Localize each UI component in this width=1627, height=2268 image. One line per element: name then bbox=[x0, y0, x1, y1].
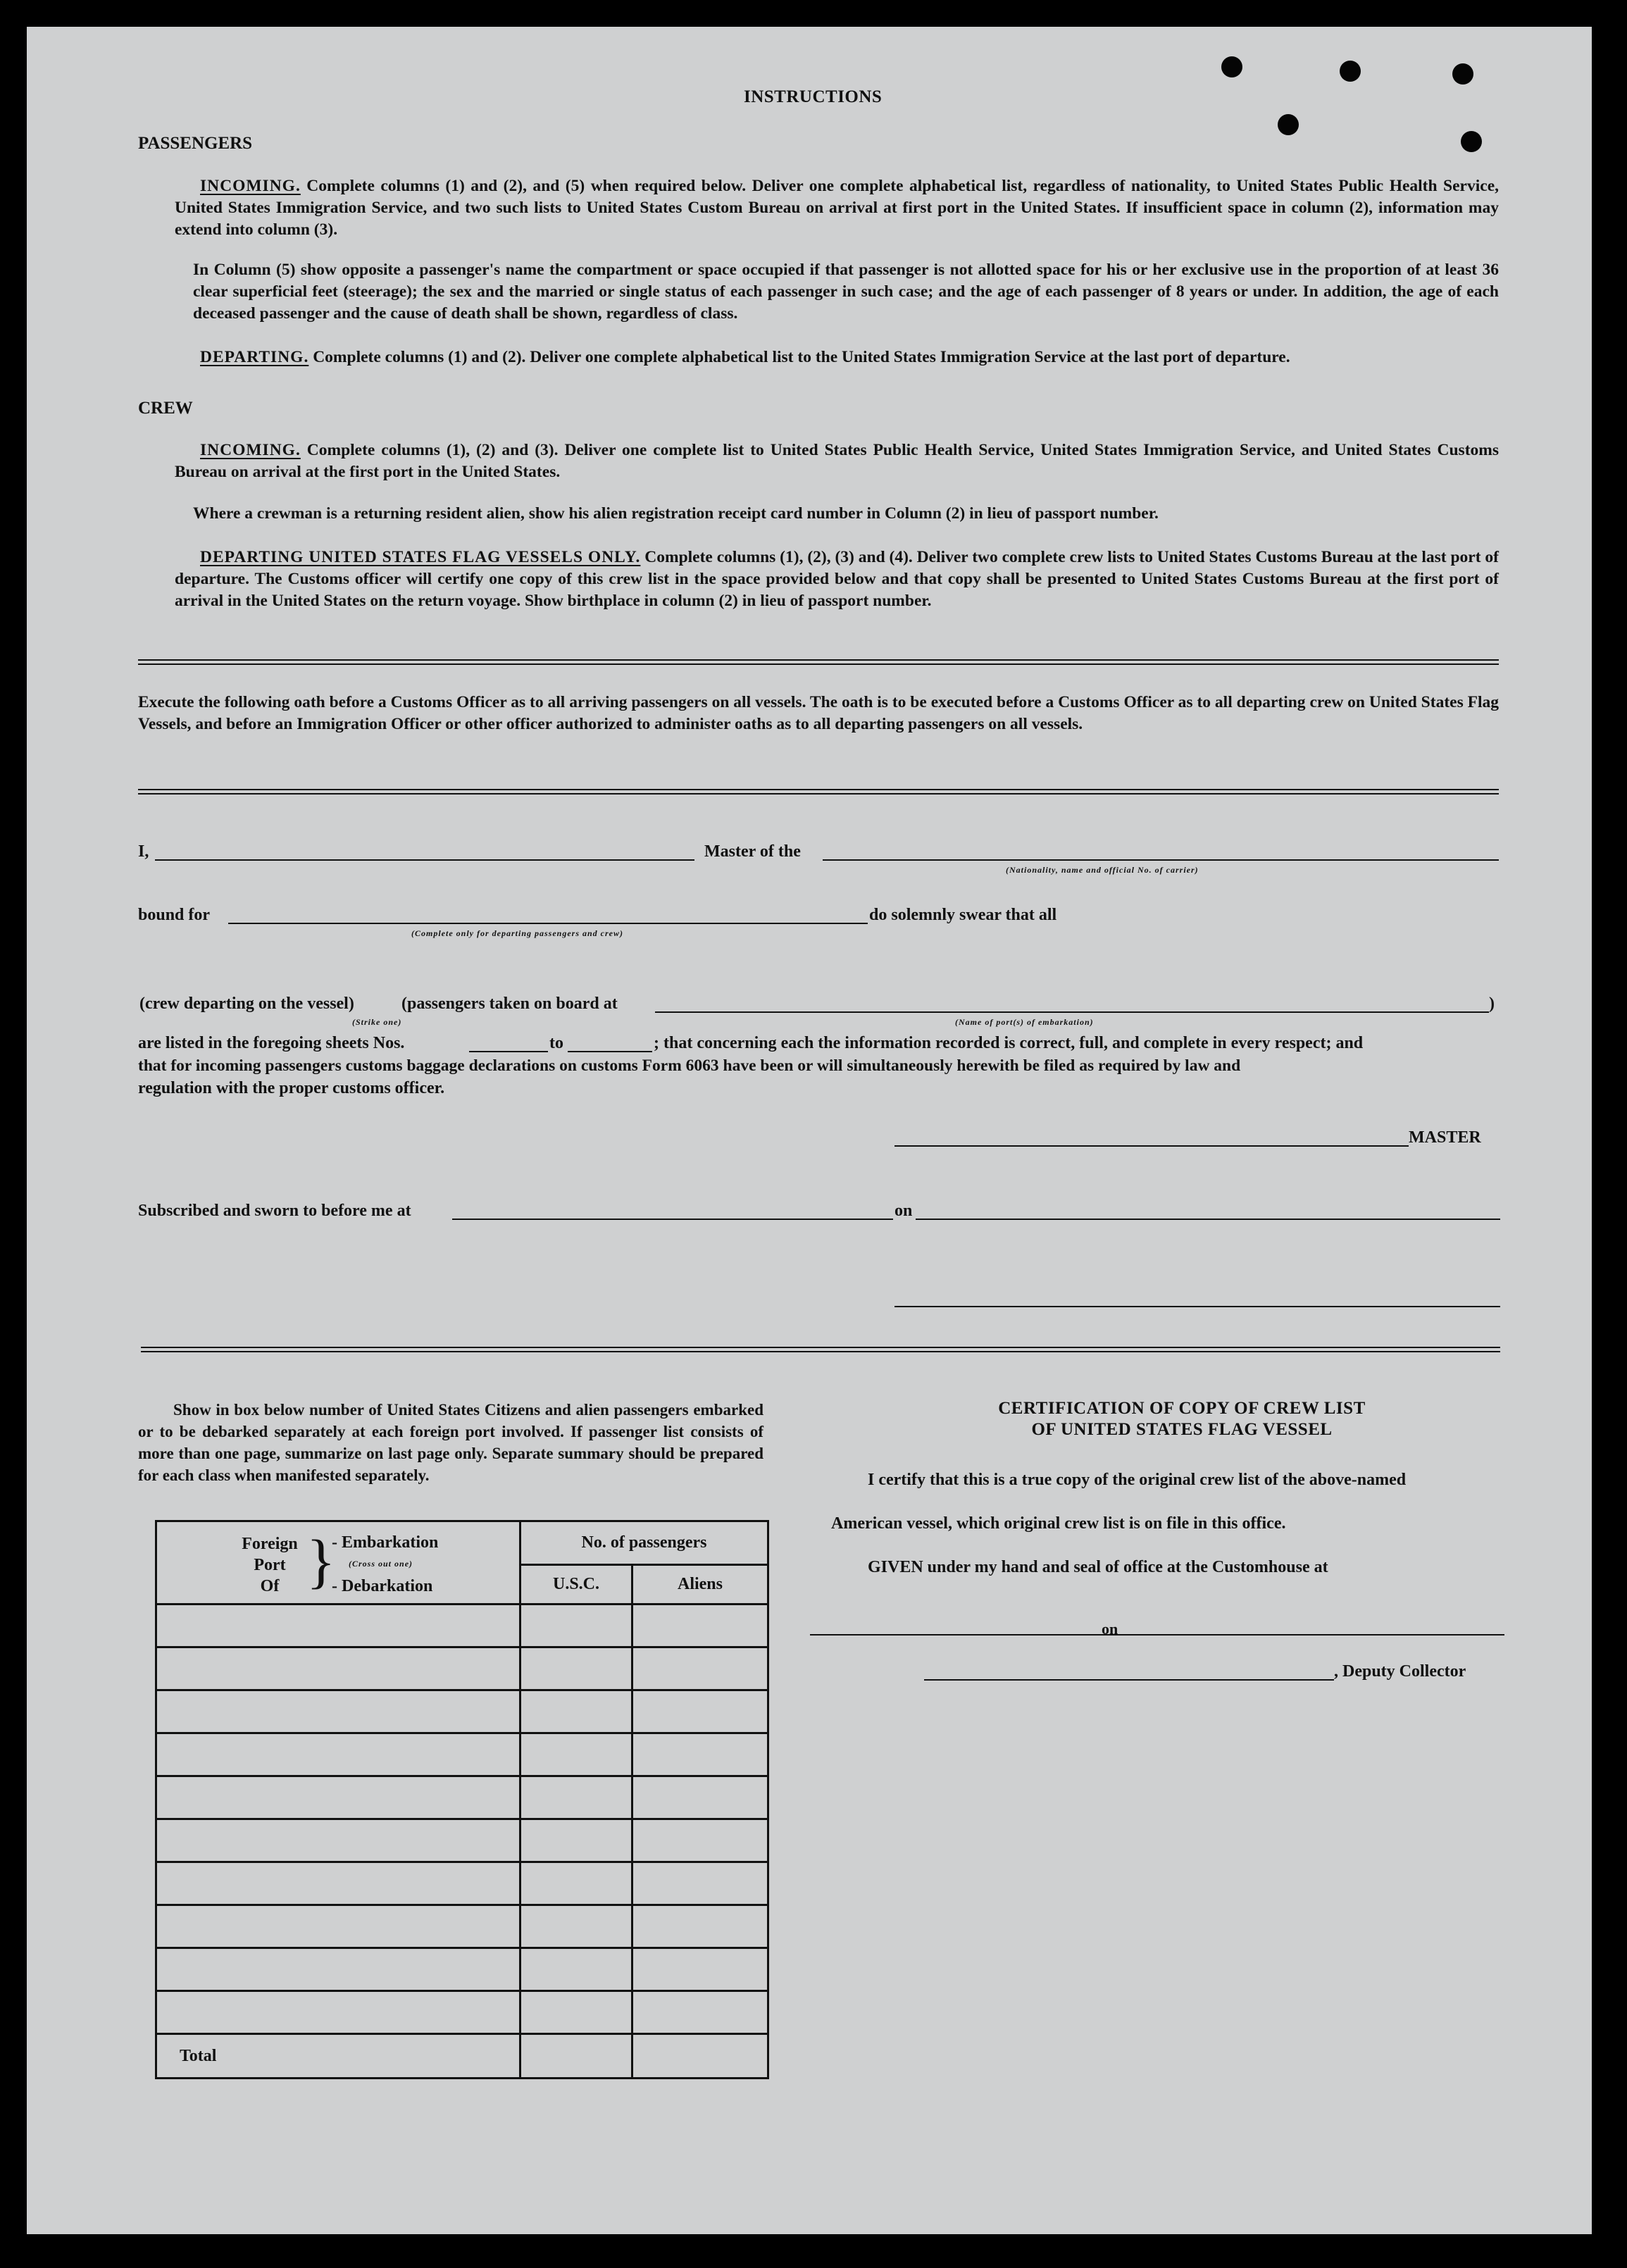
certification-title-line2: OF UNITED STATES FLAG VESSEL bbox=[1031, 1420, 1333, 1439]
ports-caption: (Name of port(s) of embarkation) bbox=[955, 1017, 1094, 1027]
total-aliens-cell[interactable] bbox=[632, 2034, 768, 2079]
subscribed-date-line[interactable] bbox=[916, 1219, 1500, 1220]
punch-hole bbox=[1340, 61, 1361, 82]
foreign-port-header bbox=[156, 1521, 520, 1605]
punch-hole bbox=[1461, 131, 1482, 152]
listed-start: are listed in the foregoing sheets Nos. bbox=[138, 1034, 405, 1052]
usc-cell[interactable] bbox=[520, 1948, 632, 1991]
punch-hole bbox=[1452, 63, 1473, 85]
port-cell[interactable] bbox=[156, 1733, 520, 1776]
usc-cell[interactable] bbox=[520, 1991, 632, 2034]
master-name-line[interactable] bbox=[155, 859, 694, 861]
embarkation-ports-line[interactable] bbox=[655, 1011, 1489, 1013]
punch-hole bbox=[1221, 56, 1242, 77]
aliens-cell[interactable] bbox=[632, 1991, 768, 2034]
departing-caption: (Complete only for departing passengers and crew) bbox=[411, 928, 623, 938]
of-label: Of bbox=[260, 1577, 280, 1595]
strike-caption: (Strike one) bbox=[352, 1017, 402, 1027]
certification-line3: GIVEN under my hand and seal of office at the Customhouse at bbox=[868, 1558, 1328, 1576]
aliens-cell[interactable] bbox=[632, 1948, 768, 1991]
summary-instructions: Show in box below number of United States Citizens and alien passengers embarked or to be debarked separately at each foreign port involved. If passenger list consists of more than one page, summarize on last page only. Separate summary should be prepared for each class when manifested separately. bbox=[138, 1401, 763, 1484]
passengers-departing-text: Complete columns (1) and (2). Deliver one complete alphabetical list to the United States Immigration Service at the last port of departure. bbox=[308, 348, 1290, 366]
usc-cell[interactable] bbox=[520, 1862, 632, 1905]
summary-row bbox=[156, 1647, 768, 1690]
certification-line1: I certify that this is a true copy of the original crew list of the above-named bbox=[868, 1471, 1407, 1489]
summary-row bbox=[156, 1948, 768, 1991]
passengers-heading: PASSENGERS bbox=[138, 134, 253, 153]
total-usc-cell[interactable] bbox=[520, 2034, 632, 2079]
crew-incoming-paragraph bbox=[175, 440, 1499, 483]
oath-i-label: I, bbox=[138, 842, 149, 861]
usc-cell[interactable] bbox=[520, 1776, 632, 1819]
crew-departing-text: Complete columns (1), (2), (3) and (4). Deliver two complete crew lists to United States Customs Bureau at the last port of departure. The Customs officer will certify one copy of this crew list in the space provided below and that copy shall be presented to United States Customs Bureau at the first port of arrival in the United States on the return voyage. Show birthplace in column (2) in lieu of passport number. bbox=[175, 548, 1499, 610]
usc-cell[interactable] bbox=[520, 1905, 632, 1948]
summary-row bbox=[156, 1776, 768, 1819]
certification-on-label: on bbox=[1102, 1620, 1118, 1638]
subscribed-on-label: on bbox=[894, 1202, 913, 1220]
aliens-cell[interactable] bbox=[632, 1605, 768, 1647]
crew-crewman-paragraph: Where a crewman is a returning resident alien, show his alien registration receipt card number in Column (2) in lieu of passport number. bbox=[193, 504, 1159, 523]
master-signature-line[interactable] bbox=[894, 1145, 1409, 1147]
passengers-column5-paragraph: In Column (5) show opposite a passenger's name the compartment or space occupied if that passenger is not allotted space for his or her exclusive use in the proportion of at least 36 clear superficial feet (steerage); the sex and the married or single status of each passenger in such case; and the age of each passenger of 8 years or under. In addition, the age of each deceased passenger and the cause of death shall be shown, regardless of class. bbox=[193, 261, 1499, 323]
divider bbox=[141, 1347, 1500, 1352]
usc-cell[interactable] bbox=[520, 1605, 632, 1647]
summary-row bbox=[156, 1733, 768, 1776]
passengers-incoming-label: INCOMING. bbox=[200, 177, 301, 195]
usc-cell[interactable] bbox=[520, 1690, 632, 1733]
aliens-header: Aliens bbox=[632, 1565, 768, 1605]
instructions-title: INSTRUCTIONS bbox=[744, 87, 883, 106]
embarkation-label: - Embarkation bbox=[332, 1533, 439, 1552]
deputy-signature-line[interactable] bbox=[924, 1679, 1334, 1681]
divider bbox=[138, 789, 1499, 795]
usc-cell[interactable] bbox=[520, 1733, 632, 1776]
summary-row bbox=[156, 1991, 768, 2034]
brace-glyph: } bbox=[306, 1527, 336, 1595]
aliens-cell[interactable] bbox=[632, 1733, 768, 1776]
port-cell[interactable] bbox=[156, 1690, 520, 1733]
to-label: to bbox=[549, 1034, 563, 1052]
certification-title-line1: CERTIFICATION OF COPY OF CREW LIST bbox=[998, 1399, 1366, 1418]
master-label: MASTER bbox=[1409, 1128, 1481, 1147]
listed-line2: that for incoming passengers customs baggage declarations on customs Form 6063 have been or will simultaneously herewith be filed as required by law and bbox=[138, 1057, 1241, 1075]
port-cell[interactable] bbox=[156, 1776, 520, 1819]
foreign-label: Foreign bbox=[242, 1535, 298, 1553]
bound-for-line[interactable] bbox=[228, 923, 868, 924]
sheet-to-line[interactable] bbox=[568, 1051, 652, 1052]
listed-line3: regulation with the proper customs officer. bbox=[138, 1079, 445, 1097]
port-cell[interactable] bbox=[156, 1647, 520, 1690]
aliens-cell[interactable] bbox=[632, 1776, 768, 1819]
crew-heading: CREW bbox=[138, 399, 193, 418]
no-passengers-header: No. of passengers bbox=[520, 1521, 768, 1565]
swear-label: do solemnly swear that all bbox=[869, 906, 1057, 924]
close-paren: ) bbox=[1489, 995, 1495, 1013]
deputy-collector-label: , Deputy Collector bbox=[1334, 1662, 1466, 1681]
aliens-cell[interactable] bbox=[632, 1819, 768, 1862]
certification-line2: American vessel, which original crew list is on file in this office. bbox=[831, 1514, 1286, 1533]
crew-incoming-text: Complete columns (1), (2) and (3). Deliver one complete list to United States Public Health Service, United States Immigration Service, and United States Customs Bureau on arrival at the first port in the United States. bbox=[175, 441, 1499, 481]
port-label: Port bbox=[254, 1556, 286, 1574]
passengers-incoming-paragraph bbox=[175, 175, 1499, 241]
passengers-taken-option: (passengers taken on board at bbox=[401, 995, 618, 1013]
summary-row bbox=[156, 1905, 768, 1948]
port-cell[interactable] bbox=[156, 1819, 520, 1862]
summary-row bbox=[156, 1819, 768, 1862]
listed-rest: ; that concerning each the information recorded is correct, full, and complete in every respect; and bbox=[654, 1034, 1364, 1052]
punch-hole bbox=[1278, 114, 1299, 135]
aliens-cell[interactable] bbox=[632, 1647, 768, 1690]
crew-departing-label: DEPARTING UNITED STATES FLAG VESSELS ONLY. bbox=[200, 548, 641, 566]
cross-out-caption: (Cross out one) bbox=[349, 1559, 413, 1569]
port-cell[interactable] bbox=[156, 1991, 520, 2034]
passengers-incoming-text: Complete columns (1) and (2), and (5) when required below. Deliver one complete alphabetical list, regardless of nationality, to United States Public Health Service, United States Immigration Service, and two such lists to United States Custom Bureau on arrival at first port in the United States. If insufficient space in column (2), information may extend into column (3). bbox=[175, 177, 1499, 239]
subscribed-label: Subscribed and sworn to before me at bbox=[138, 1202, 411, 1220]
passenger-summary-table bbox=[155, 1520, 769, 2079]
port-cell[interactable] bbox=[156, 1905, 520, 1948]
usc-header: U.S.C. bbox=[520, 1565, 632, 1605]
certification-date-line[interactable] bbox=[1127, 1634, 1504, 1635]
summary-row bbox=[156, 1605, 768, 1647]
aliens-cell[interactable] bbox=[632, 1905, 768, 1948]
total-label: Total bbox=[156, 2034, 520, 2079]
form-page bbox=[27, 27, 1592, 2234]
oath-instructions: Execute the following oath before a Customs Officer as to all arriving passengers on all vessels. The oath is to be executed before a Customs Officer as to all departing crew on United States Flag Vessels, and before an Immigration Officer or other officer authorized to administer oaths as to all departing passengers on all vessels. bbox=[138, 693, 1499, 733]
master-of-label: Master of the bbox=[704, 842, 801, 861]
port-cell[interactable] bbox=[156, 1605, 520, 1647]
aliens-cell[interactable] bbox=[632, 1690, 768, 1733]
port-cell[interactable] bbox=[156, 1948, 520, 1991]
carrier-line[interactable] bbox=[823, 859, 1499, 861]
sheet-from-line[interactable] bbox=[469, 1051, 548, 1052]
usc-cell[interactable] bbox=[520, 1647, 632, 1690]
crew-departing-option: (crew departing on the vessel) bbox=[139, 995, 354, 1013]
divider bbox=[138, 659, 1499, 665]
crew-departing-paragraph bbox=[175, 547, 1499, 612]
debarkation-label: - Debarkation bbox=[332, 1577, 433, 1595]
usc-cell[interactable] bbox=[520, 1819, 632, 1862]
customhouse-line[interactable] bbox=[810, 1634, 1127, 1635]
subscribed-place-line[interactable] bbox=[452, 1219, 893, 1220]
port-cell[interactable] bbox=[156, 1862, 520, 1905]
aliens-cell[interactable] bbox=[632, 1862, 768, 1905]
crew-incoming-label: INCOMING. bbox=[200, 441, 301, 459]
passengers-departing-label: DEPARTING. bbox=[200, 348, 309, 366]
summary-row bbox=[156, 1862, 768, 1905]
nationality-caption: (Nationality, name and official No. of carrier) bbox=[1006, 865, 1199, 875]
bound-for-label: bound for bbox=[138, 906, 211, 924]
officer-signature-line[interactable] bbox=[894, 1306, 1500, 1307]
summary-row bbox=[156, 1690, 768, 1733]
passengers-departing-paragraph bbox=[175, 347, 1499, 368]
